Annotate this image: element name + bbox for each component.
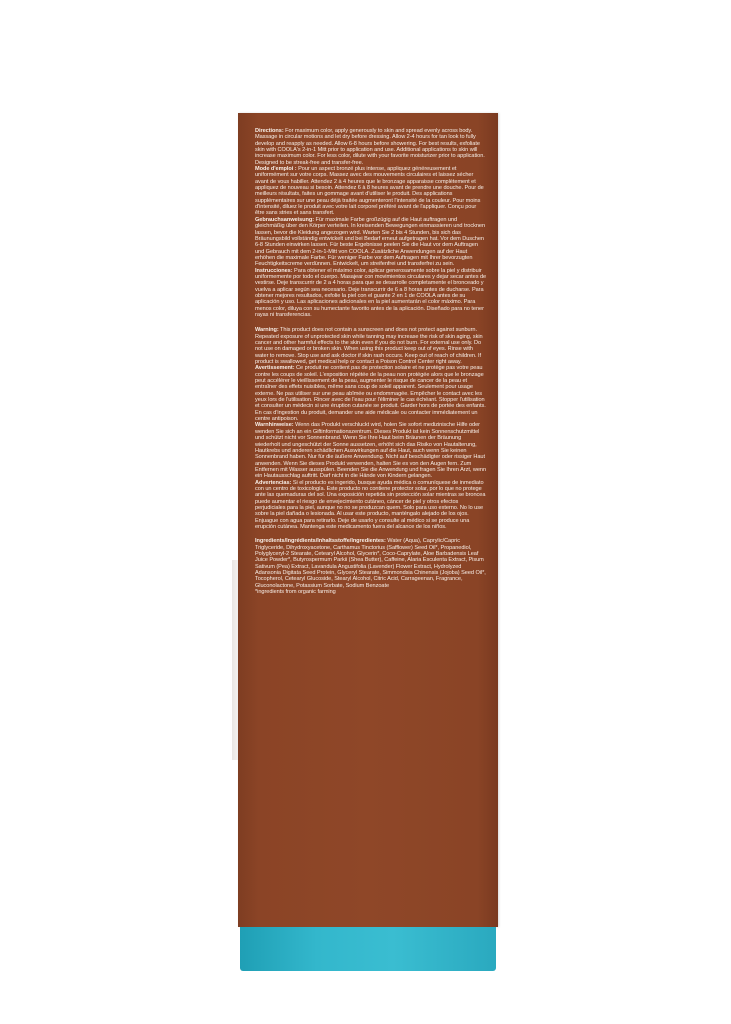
warnhinweise-text: Wenn das Produkt verschluckt wird, holen Sie sofort medizinische Hilfe oder wenden Sie sich an ein Giftinformationszentrum. Dieses Produkt ist kein Sonnenschutzmittel und schützt nicht vor Sonnenbrand. Wenn Sie Ihre Haut beim Bräunen der Bräunung wiederholt und ungeschützt der Sonne aussetzen, erhöht sich das Risiko von Hautalterung, Hautkrebs und anderen schädlichen Auswirkungen auf die Haut, auch wenn Sie keinen Sonnenbrand haben. Nur für die äußere Anwendung. Nicht auf beschädigter oder rissiger Haut anwenden. Wenn Sie dieses Produkt verwenden, halten Sie es von den Augen fern. Zum Entfernen mit Wasser ausspülen. Beenden Sie die Anwendung und fragen Sie Ihren Arzt, wenn ein Hautausschlag auftritt. Darf nicht in die Hände von Kindern gelangen. <box>255 422 487 480</box>
warnhinweise-heading: Warnhinweise: <box>255 422 294 429</box>
instrucciones-section <box>255 268 487 319</box>
avertissement-heading: Avertissement: <box>255 365 295 372</box>
ingredients-heading: Ingredients/Ingrédients/Inhaltsstoffe/Ingredientes: <box>255 538 386 545</box>
advertencias-section <box>255 480 487 531</box>
warning-heading: Warning: <box>255 327 279 334</box>
directions-heading: Directions: <box>255 128 284 134</box>
section-gap <box>255 318 487 327</box>
mode-emploi-section <box>255 166 487 217</box>
section-gap <box>255 530 487 538</box>
warnhinweise-section <box>255 422 487 479</box>
gebrauch-section <box>255 217 487 268</box>
organic-footnote: *ingredients from organic farming <box>255 589 336 596</box>
directions-text: For maximum color, apply generously to skin and spread evenly across body. Massage in circular motions and let dry before dressing. Allow 2-4 hours for tan look to fully develop and reapply as needed. Allow 6-8 hours before showering. For best results, exfoliate skin with COOLA's 2-in-1 Mitt prior to application and use. Additional applications to skin will increase maximum color. For less color, dilute with your favorite moisturizer prior to application. Designed to be streak-free and transfer-free. <box>255 128 485 166</box>
instrucciones-text: Para obtener el máximo color, aplicar generosamente sobre la piel y distribuir uniformemente por todo el cuerpo. Masajear con movimientos circulares y dejar secar antes de vestirse. Deje transcurrir de 2 a 4 horas para que se desarrolle completamente el bronceado y vuelva a aplicar según sea necesario. Deje transcurrir de 6 a 8 horas antes de ducharse. Para obtener mejores resultados, exfolie la piel con el guante 2 en 1 de COOLA antes de su aplicación y uso. Las aplicaciones adicionales en la piel aumentarán el color máximo. Para menos color, diluya con su humectante favorito antes de la aplicación. Diseñado para no tener rayas ni transferencias. <box>255 267 487 318</box>
avertissement-text: Ce produit ne contient pas de protection solaire et ne protège pas votre peau contre les coups de soleil. L'exposition répétée de la peau non protégée alors que le bronzage peut accélérer le vieillissement de la peau, augmenter le risque de cancer de la peau et entraîner des effets nuisibles, même sans coup de soleil apparent. Seulement pour usage externe. Ne pas utiliser sur une peau abîmée ou endommagée. Empêcher le contact avec les yeux lors de l'utilisation. Rincer avec de l'eau pour l'éliminer le cas échéant. Stopper l'utilisation et consulter un médecin si une éruption cutanée se produit. Garder hors de portée des enfants. En cas d'ingestion du produit, demander une aide médicale ou contacter immédiatement un centre antipoison. <box>255 365 486 423</box>
advertencias-heading: Advertencias: <box>255 479 292 486</box>
warning-section <box>255 327 487 365</box>
ingredients-section <box>255 538 487 595</box>
mode-emploi-text: Pour un aspect bronzé plus intense, appliquez généreusement et uniformément sur votre corps. Massez avec des mouvements circulaires et laissez sécher avant de vous habiller. Attendez 2 à 4 heures que le bronzage apparaisse complètement et appliquez de nouveau si besoin. Attendez 6 à 8 heures avant de prendre une douche. Pour de meilleurs résultats, faites un gommage avant d'utiliser le produit. Des applications supplémentaires sur une peau déjà traitée augmenteront l'intensité de la couleur. Pour moins d'intensité, diluez le produit avec votre lait corporel préféré avant de l'appliquer. Conçu pour être sans stries et sans transfert. <box>255 166 484 217</box>
gebrauch-heading: Gebrauchsanweisung: <box>255 216 315 223</box>
ingredients-text: Water (Aqua), Caprylic/Capric Triglyceride, Dihydroxyacetone, Carthamus Tinctorius (Safflower) Seed Oil*, Propanediol, Polyglyceryl-2 Stearate, Cetearyl Alcohol, Glycerin*, Coco-Caprylate, Aloe Barbadensis Leaf Juice Powder*, Butyrospermum Parkii (Shea Butter), Caffeine, Alaria Esculenta Extract, Pisum Sativum (Pea) Extract, Lavandula Angustifolia (Lavender) Flower Extract, Hydrolyzed Adansonia Digitata Seed Protein, Glyceryl Stearate, Simmondsia Chinensis (Jojoba) Seed Oil*, Tocopherol, Cetearyl Glucoside, Stearyl Alcohol, Citric Acid, Carrageenan, Fragrance, Gluconolactone, Potassium Sorbate, Sodium Benzoate <box>255 538 486 589</box>
instrucciones-heading: Instrucciones: <box>255 267 293 274</box>
product-label-text <box>255 128 487 595</box>
directions-section <box>255 128 487 166</box>
avertissement-section <box>255 365 487 422</box>
advertencias-text: Si el producto es ingerido, busque ayuda médica o comuníquese de inmediato con un centro de toxicología. Este producto no contiene protector solar, por lo que no protege ante las quemaduras del sol. Una exposición repetida sin protección solar mientras se broncea puede aumentar el riesgo de envejecimiento cutáneo, cáncer de piel y otros efectos perjudiciales para la piel, aunque no no se produzcan quem. Solo para uso externo. No lo use sobre la piel dañada o lesionada. Al usar este producto, manténgalo alejado de los ojos. Enjuague con agua para retirarlo. Deje de usarlo y consulte al médico si se produce una erupción cutánea. Mantenga este medicamento fuera del alcance de los niños. <box>255 479 486 530</box>
mode-emploi-heading: Mode d'emploi : <box>255 166 297 173</box>
tube-cap <box>240 927 496 971</box>
warning-text: This product does not contain a sunscreen and does not protect against sunburn. Repeated exposure of unprotected skin while tanning may increase the risk of skin aging, skin cancer and other harmful effects to the skin even if you do not burn. For external use only. Do not use on damaged or broken skin. When using this product keep out of eyes. Rinse with water to remove. Stop use and ask doctor if skin rash occurs. Keep out of reach of children. If product is swallowed, get medical help or contact a Poison Control Center right away. <box>255 327 483 366</box>
gebrauch-text: Für maximale Farbe großzügig auf die Haut auftragen und gleichmäßig über den Körper verteilen. In kreisenden Bewegungen einmassieren und trocknen lassen, bevor die Kleidung angezogen wird. Warten Sie 2 bis 4 Stunden, bis sich das Bräunungsbild vollständig entwickelt und bei Bedarf erneut aufgetragen hat. Vor dem Duschen 6-8 Stunden einwirken lassen. Für beste Ergebnisse peelen Sie die Haut vor dem Auftragen und Gebrauch mit dem 2-in-1-Mitt von COOLA. Zusätzliche Anwendungen auf der Haut erhöhen die maximale Farbe. Für weniger Farbe vor dem Auftragen mit Ihrer bevorzugten Feuchtigkeitscreme verdünnen. Entwickelt, um streifenfrei und transferfrei zu sein. <box>255 216 486 268</box>
